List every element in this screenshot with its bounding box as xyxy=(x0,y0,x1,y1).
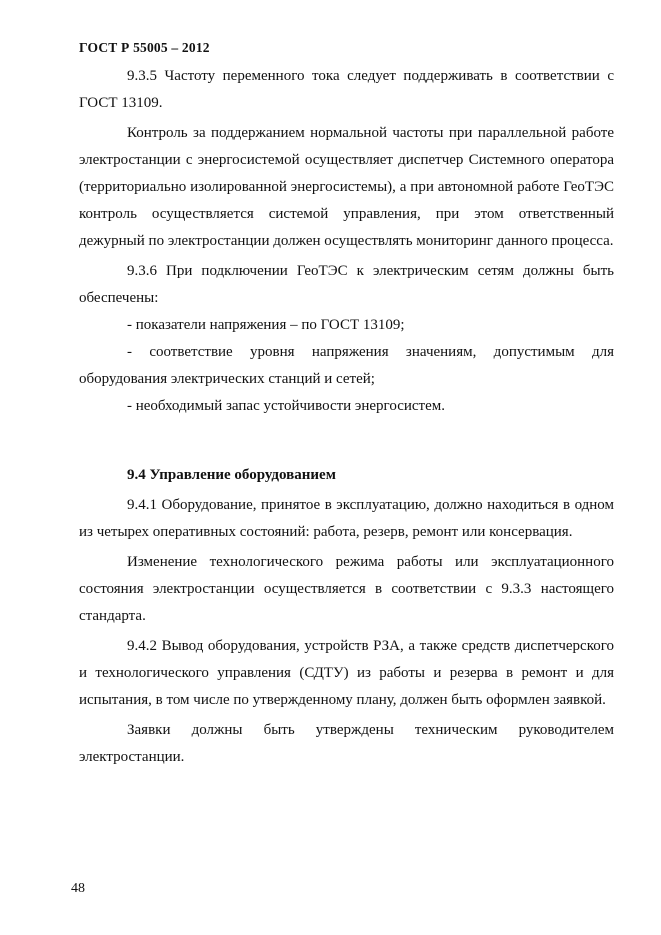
document-body xyxy=(79,63,614,771)
document-header: ГОСТ Р 55005 – 2012 xyxy=(79,40,210,55)
section-spacer xyxy=(79,420,614,462)
paragraph-9-3-5: 9.3.5 Частоту переменного тока следует поддерживать в соответствии с ГОСТ 13109. xyxy=(79,68,614,111)
paragraph-9-3-6: 9.3.6 При подключении ГеоТЭС к электрическим сетям должны быть обеспечены: xyxy=(79,263,614,306)
list-item-voltage-indicators: - показатели напряжения – по ГОСТ 13109; xyxy=(127,317,405,333)
page-number: 48 xyxy=(71,881,85,896)
paragraph-requests: Заявки должны быть утверждены техническим руководителем электростанции. xyxy=(79,722,614,765)
paragraph-frequency-control: Контроль за поддержанием нормальной частоты при параллельной работе электростанции с энергосистемой осуществляет диспетчер Системного оператора (территориально изолированной энергосистемы), а при автономной работе ГеоТЭС контроль осуществляется системой управления, при этом ответственный дежурный по электростанции должен осуществлять мониторинг данного процесса. xyxy=(79,125,614,249)
section-heading-9-4: 9.4 Управление оборудованием xyxy=(127,467,336,483)
paragraph-mode-change: Изменение технологического режима работы или эксплуатационного состояния электростанции осуществляется в соответствии с 9.3.3 настоящего стандарта. xyxy=(79,554,614,624)
paragraph-9-4-1: 9.4.1 Оборудование, принятое в эксплуатацию, должно находиться в одном из четырех оперативных состояний: работа, резерв, ремонт или консервация. xyxy=(79,497,614,540)
list-item-stability-margin: - необходимый запас устойчивости энергосистем. xyxy=(127,398,446,414)
paragraph-9-4-2: 9.4.2 Вывод оборудования, устройств РЗА, а также средств диспетчерского и технологического управления (СДТУ) из работы и резерва в ремонт и для испытания, в том числе по утвержденному плану, должен быть оформлен заявкой. xyxy=(79,638,614,708)
list-item-voltage-level: - соответствие уровня напряжения значениям, допустимым для оборудования электрических станций и сетей; xyxy=(79,344,614,387)
